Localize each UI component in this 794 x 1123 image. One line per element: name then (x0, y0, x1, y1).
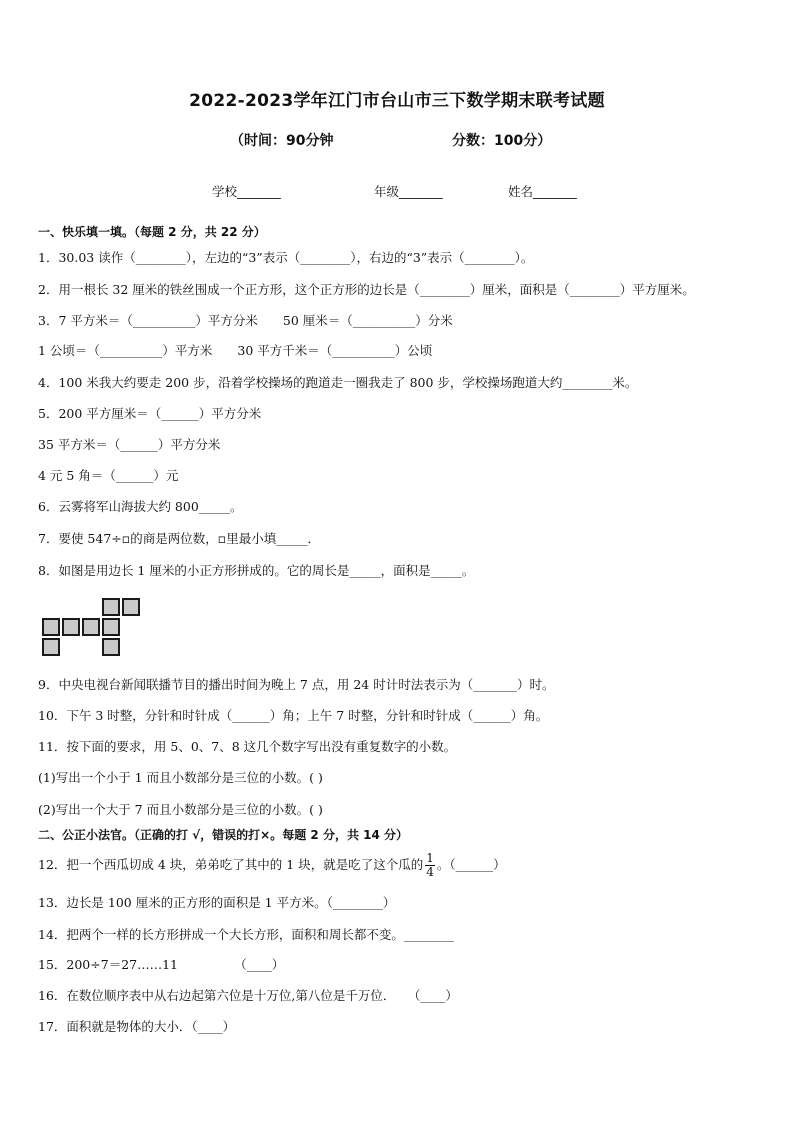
square-cell (122, 598, 140, 616)
question-14: 14．把两个一样的长方形拼成一个大长方形，面积和周长都不变。________ (38, 927, 454, 942)
question-15: 15．200÷7＝27……11 （____） (38, 957, 285, 972)
fraction-numerator: 1 (426, 851, 434, 865)
square-cell (102, 618, 120, 636)
question-17: 17．面积就是物体的大小．（____） (38, 1019, 236, 1034)
exam-score: 分数：100分） (452, 133, 552, 149)
fraction-denominator: 4 (426, 865, 434, 879)
square-cell (42, 638, 60, 656)
grade-field: 年级_______ (374, 184, 443, 199)
question-12 (38, 850, 506, 880)
exam-time: （时间：90分钟 (230, 133, 334, 149)
question-3b: 1 公顷＝（__________）平方米 30 平方千米＝（__________）公顷 (38, 343, 433, 358)
question-9: 9．中央电视台新闻联播节目的播出时间为晚上 7 点，用 24 时计时法表示为（_______）时。 (38, 677, 555, 692)
square-cell (102, 638, 120, 656)
question-12-answer: 。（______） (436, 857, 506, 872)
question-3a: 3．7 平方米＝（__________）平方分米 50 厘米＝（__________）分米 (38, 313, 453, 328)
page-title: 2022-2023学年江门市台山市三下数学期末联考试题 (189, 91, 605, 111)
school-field: 学校_______ (212, 184, 281, 199)
question-10: 10．下午 3 时整，分针和时针成（______）角；上午 7 时整，分针和时针成（______）角。 (38, 708, 549, 723)
question-5b: 35 平方米＝（______）平方分米 (38, 437, 221, 452)
question-16: 16．在数位顺序表中从右边起第六位是十万位,第八位是千万位． （____） (38, 988, 458, 1003)
question-5a: 5．200 平方厘米＝（______）平方分米 (38, 406, 262, 421)
question-12-text: 12．把一个西瓜切成 4 块，弟弟吃了其中的 1 块，就是吃了这个瓜的 (38, 857, 424, 872)
square-cell (102, 598, 120, 616)
section2-heading: 二、公正小法官。（正确的打 √，错误的打×。每题 2 分，共 14 分） (38, 828, 408, 842)
name-field: 姓名_______ (508, 184, 577, 199)
fraction-one-quarter (425, 852, 435, 879)
question-4: 4．100 米我大约要走 200 步，沿着学校操场的跑道走一圈我走了 800 步，学校操场跑道大约________米。 (38, 375, 638, 390)
question-13: 13．边长是 100 厘米的正方形的面积是 1 平方米。（________） (38, 895, 396, 910)
question-7: 7．要使 547÷▫的商是两位数，▫里最小填_____． (38, 531, 320, 546)
question-2: 2．用一根长 32 厘米的铁丝围成一个正方形，这个正方形的边长是（________）厘米，面积是（________）平方厘米。 (38, 282, 695, 297)
square-cell (42, 618, 60, 636)
question-11-part2: (2)写出一个大于 7 而且小数部分是三位的小数。( ) (38, 802, 323, 817)
square-cell (62, 618, 80, 636)
question-6: 6．云雾将军山海拔大约 800_____。 (38, 499, 243, 514)
question-11-part1: (1)写出一个小于 1 而且小数部分是三位的小数。( ) (38, 770, 323, 785)
question-5c: 4 元 5 角＝（______）元 (38, 468, 179, 483)
question-8: 8．如图是用边长 1 厘米的小正方形拼成的。它的周长是_____，面积是_____。 (38, 563, 475, 578)
question-1: 1．30.03 读作（________），左边的“3”表示（________），右边的“3”表示（________）。 (38, 250, 534, 265)
square-cell (82, 618, 100, 636)
section1-heading: 一、快乐填一填。（每题 2 分，共 22 分） (38, 225, 266, 239)
question-11: 11．按下面的要求，用 5、0、7、8 这几个数字写出没有重复数字的小数。 (38, 739, 457, 754)
